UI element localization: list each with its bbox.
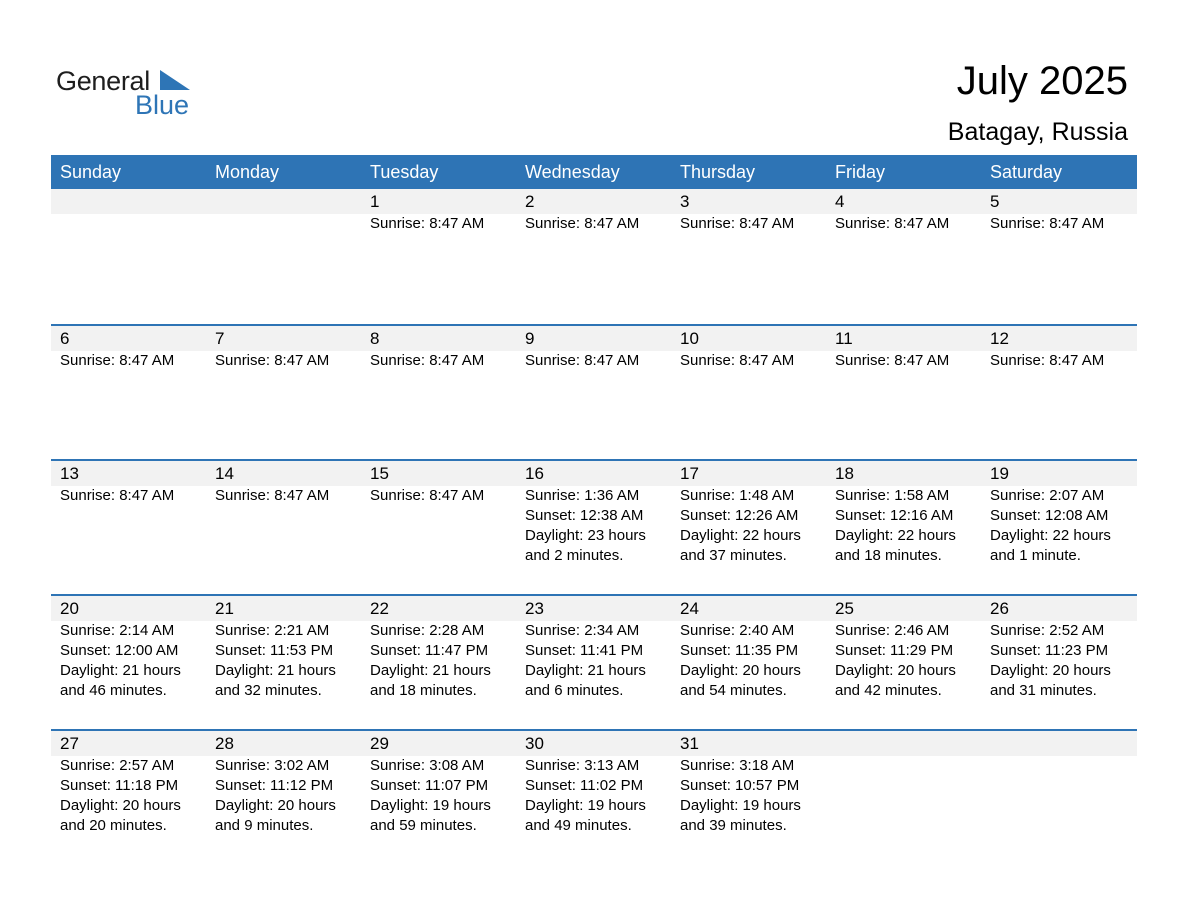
sun-info-line: and 20 minutes.	[60, 817, 167, 834]
day-cell	[206, 189, 361, 234]
sun-info-line: Sunrise: 1:58 AM	[835, 487, 950, 504]
weekday-saturday: Saturday	[990, 162, 1063, 182]
sun-info-line: Sunset: 12:00 AM	[60, 642, 179, 659]
sun-info-line: Sunrise: 8:47 AM	[370, 487, 485, 504]
sun-info-line: and 46 minutes.	[60, 682, 167, 699]
sun-info-line: and 42 minutes.	[835, 682, 942, 699]
day-number: 8	[370, 329, 380, 348]
sun-info-line: Sunrise: 2:34 AM	[525, 622, 640, 639]
sun-info-line: Sunset: 11:23 PM	[990, 642, 1109, 659]
sun-info-line: Sunrise: 1:48 AM	[680, 487, 795, 504]
day-cell	[51, 461, 206, 566]
day-number: 19	[990, 464, 1009, 483]
sun-info-line: Sunrise: 8:47 AM	[990, 215, 1105, 232]
day-number	[60, 189, 206, 214]
day-number: 22	[370, 599, 389, 618]
sun-info-line: Sunrise: 8:47 AM	[215, 352, 330, 369]
sun-info-line: Daylight: 19 hours	[370, 797, 491, 814]
weekday-sunday: Sunday	[60, 162, 122, 182]
sun-info-line: Sunrise: 3:08 AM	[370, 757, 485, 774]
sun-info-line: Daylight: 21 hours	[215, 662, 336, 679]
sun-info-line: Sunrise: 8:47 AM	[525, 352, 640, 369]
logo-triangle-icon	[160, 70, 190, 90]
day-cell	[361, 189, 516, 234]
sun-info-line: Sunrise: 2:21 AM	[215, 622, 330, 639]
day-info	[835, 351, 981, 371]
day-number: 6	[60, 329, 70, 348]
logo-general-text: General	[56, 66, 150, 96]
sun-info-line: Sunset: 12:38 AM	[525, 507, 644, 524]
day-cell	[826, 461, 981, 566]
sun-info-line: Sunrise: 8:47 AM	[835, 215, 950, 232]
sun-info-line: Sunset: 11:35 PM	[680, 642, 799, 659]
day-info	[525, 621, 671, 701]
sun-info-line: Sunset: 11:02 PM	[525, 777, 644, 794]
sun-info-line: Daylight: 20 hours	[60, 797, 181, 814]
day-cell	[981, 326, 1136, 371]
sun-info-line: Sunset: 11:53 PM	[215, 642, 334, 659]
sun-info-line: Sunset: 11:07 PM	[370, 777, 489, 794]
day-info	[680, 621, 826, 701]
sun-info-line: Sunrise: 2:40 AM	[680, 622, 795, 639]
logo-blue-text: Blue	[135, 90, 190, 120]
sun-info-line: Sunrise: 2:46 AM	[835, 622, 950, 639]
day-number: 1	[370, 192, 380, 211]
day-number: 15	[370, 464, 389, 483]
calendar-week	[51, 189, 1137, 324]
day-cell	[516, 461, 671, 566]
day-cell	[981, 596, 1136, 701]
sun-info-line: and 2 minutes.	[525, 547, 624, 564]
sun-info-line: Daylight: 19 hours	[525, 797, 646, 814]
sun-info-line: Sunrise: 1:36 AM	[525, 487, 640, 504]
day-info	[525, 214, 671, 234]
day-number: 24	[680, 599, 699, 618]
sun-info-line: Sunset: 11:47 PM	[370, 642, 489, 659]
weekday-monday: Monday	[215, 162, 280, 182]
sun-info-line: Sunrise: 8:47 AM	[60, 352, 175, 369]
sun-info-line: Sunset: 11:29 PM	[835, 642, 954, 659]
day-number: 25	[835, 599, 854, 618]
calendar-weeks	[51, 189, 1137, 864]
sun-info-line: Sunset: 10:57 PM	[680, 777, 800, 794]
day-number: 12	[990, 329, 1009, 348]
sun-info-line: Sunrise: 8:47 AM	[370, 215, 485, 232]
day-info	[525, 756, 671, 836]
day-cell	[206, 731, 361, 836]
calendar-week	[51, 459, 1137, 594]
sun-info-line: Daylight: 20 hours	[680, 662, 801, 679]
day-cell	[671, 731, 826, 836]
day-cell	[361, 461, 516, 566]
sun-info-line: Sunset: 11:12 PM	[215, 777, 334, 794]
sun-info-line: Sunrise: 8:47 AM	[680, 215, 795, 232]
sun-info-line: Daylight: 19 hours	[680, 797, 801, 814]
sun-info-line: Daylight: 22 hours	[835, 527, 956, 544]
day-info	[990, 214, 1136, 234]
day-info	[835, 486, 981, 566]
day-info	[525, 351, 671, 371]
day-info	[370, 621, 516, 701]
day-cell	[981, 731, 1136, 836]
day-number: 23	[525, 599, 544, 618]
day-number: 14	[215, 464, 234, 483]
sun-info-line: Daylight: 21 hours	[60, 662, 181, 679]
day-number: 16	[525, 464, 544, 483]
day-number: 11	[835, 329, 853, 348]
sun-info-line: Daylight: 22 hours	[990, 527, 1111, 544]
day-cell	[981, 189, 1136, 234]
day-cell	[826, 189, 981, 234]
sun-info-line: Sunrise: 8:47 AM	[525, 215, 640, 232]
sun-info-line: Sunrise: 8:47 AM	[370, 352, 485, 369]
sun-info-line: and 37 minutes.	[680, 547, 787, 564]
day-info	[990, 351, 1136, 371]
day-info	[990, 621, 1136, 701]
day-cell	[516, 326, 671, 371]
sun-info-line: Sunrise: 8:47 AM	[60, 487, 175, 504]
sun-info-line: Daylight: 22 hours	[680, 527, 801, 544]
day-cell	[206, 596, 361, 701]
page-title: July 2025	[956, 59, 1128, 103]
sun-info-line: Sunrise: 2:07 AM	[990, 487, 1105, 504]
sun-info-line: Daylight: 21 hours	[525, 662, 646, 679]
day-info	[215, 621, 361, 701]
day-number: 30	[525, 734, 544, 753]
day-number	[215, 189, 361, 214]
sun-info-line: and 9 minutes.	[215, 817, 314, 834]
day-number: 5	[990, 192, 1000, 211]
day-info	[680, 756, 826, 836]
day-info	[60, 351, 206, 371]
day-number: 27	[60, 734, 79, 753]
day-cell	[671, 189, 826, 234]
sun-info-line: Sunset: 11:18 PM	[60, 777, 179, 794]
weekday-thursday: Thursday	[680, 162, 756, 182]
day-number: 2	[525, 192, 535, 211]
day-cell	[516, 189, 671, 234]
calendar-week	[51, 594, 1137, 729]
sun-info-line: Sunrise: 2:28 AM	[370, 622, 485, 639]
day-cell	[51, 731, 206, 836]
sun-info-line: Sunrise: 8:47 AM	[835, 352, 950, 369]
day-info	[680, 486, 826, 566]
day-cell	[671, 596, 826, 701]
day-number: 17	[680, 464, 699, 483]
day-cell	[206, 326, 361, 371]
day-info	[370, 214, 516, 234]
day-info	[60, 486, 206, 506]
sun-info-line: Daylight: 23 hours	[525, 527, 646, 544]
sun-info-line: Daylight: 21 hours	[370, 662, 491, 679]
day-cell	[361, 326, 516, 371]
day-cell	[516, 596, 671, 701]
sun-info-line: and 6 minutes.	[525, 682, 624, 699]
day-info	[370, 756, 516, 836]
sun-info-line: Sunrise: 8:47 AM	[680, 352, 795, 369]
weekday-header	[51, 155, 1137, 189]
day-number: 21	[215, 599, 234, 618]
day-cell	[51, 596, 206, 701]
day-cell	[206, 461, 361, 566]
sun-info-line: and 18 minutes.	[835, 547, 942, 564]
day-number: 4	[835, 192, 845, 211]
weekday-friday: Friday	[835, 162, 886, 182]
day-cell	[826, 326, 981, 371]
sun-info-line: Daylight: 20 hours	[215, 797, 336, 814]
sun-info-line: Daylight: 20 hours	[835, 662, 956, 679]
day-info	[680, 214, 826, 234]
sun-info-line: and 32 minutes.	[215, 682, 322, 699]
day-number	[990, 731, 1136, 756]
calendar	[51, 155, 1137, 864]
day-number: 18	[835, 464, 854, 483]
day-number: 26	[990, 599, 1009, 618]
sun-info-line: and 1 minute.	[990, 547, 1081, 564]
sun-info-line: Sunrise: 3:02 AM	[215, 757, 330, 774]
day-cell	[671, 326, 826, 371]
day-info	[370, 486, 516, 506]
sun-info-line: Sunrise: 8:47 AM	[215, 487, 330, 504]
location-subtitle: Batagay, Russia	[947, 118, 1128, 146]
day-info	[525, 486, 671, 566]
logo	[56, 66, 206, 120]
sun-info-line: Sunrise: 3:13 AM	[525, 757, 640, 774]
day-cell	[671, 461, 826, 566]
weekday-tuesday: Tuesday	[370, 162, 439, 182]
sun-info-line: and 39 minutes.	[680, 817, 787, 834]
sun-info-line: Sunset: 12:26 AM	[680, 507, 799, 524]
day-info	[370, 351, 516, 371]
day-number: 13	[60, 464, 79, 483]
sun-info-line: Sunrise: 8:47 AM	[990, 352, 1105, 369]
day-number: 9	[525, 329, 535, 348]
day-number	[835, 731, 981, 756]
sun-info-line: and 31 minutes.	[990, 682, 1097, 699]
sun-info-line: Sunset: 12:08 AM	[990, 507, 1109, 524]
sun-info-line: Sunset: 12:16 AM	[835, 507, 954, 524]
calendar-week	[51, 729, 1137, 864]
day-number: 10	[680, 329, 699, 348]
day-cell	[51, 189, 206, 234]
sun-info-line: Sunrise: 2:52 AM	[990, 622, 1105, 639]
sun-info-line: and 54 minutes.	[680, 682, 787, 699]
day-info	[215, 351, 361, 371]
sun-info-line: Daylight: 20 hours	[990, 662, 1111, 679]
day-cell	[516, 731, 671, 836]
day-cell	[826, 596, 981, 701]
day-number: 7	[215, 329, 225, 348]
weekday-wednesday: Wednesday	[525, 162, 620, 182]
sun-info-line: Sunrise: 3:18 AM	[680, 757, 795, 774]
day-number: 20	[60, 599, 79, 618]
sun-info-line: Sunrise: 2:57 AM	[60, 757, 175, 774]
day-info	[60, 621, 206, 701]
calendar-week	[51, 324, 1137, 459]
day-number: 29	[370, 734, 389, 753]
sun-info-line: and 59 minutes.	[370, 817, 477, 834]
day-number: 3	[680, 192, 690, 211]
day-cell	[361, 731, 516, 836]
day-info	[215, 486, 361, 506]
day-number: 28	[215, 734, 234, 753]
sun-info-line: Sunset: 11:41 PM	[525, 642, 644, 659]
sun-info-line: and 18 minutes.	[370, 682, 477, 699]
day-cell	[981, 461, 1136, 566]
sun-info-line: and 49 minutes.	[525, 817, 632, 834]
day-info	[835, 621, 981, 701]
day-info	[835, 214, 981, 234]
day-number: 31	[680, 734, 699, 753]
day-cell	[826, 731, 981, 836]
day-info	[680, 351, 826, 371]
day-info	[60, 756, 206, 836]
day-info	[990, 486, 1136, 566]
sun-info-line: Sunrise: 2:14 AM	[60, 622, 175, 639]
day-info	[215, 756, 361, 836]
day-cell	[51, 326, 206, 371]
day-cell	[361, 596, 516, 701]
